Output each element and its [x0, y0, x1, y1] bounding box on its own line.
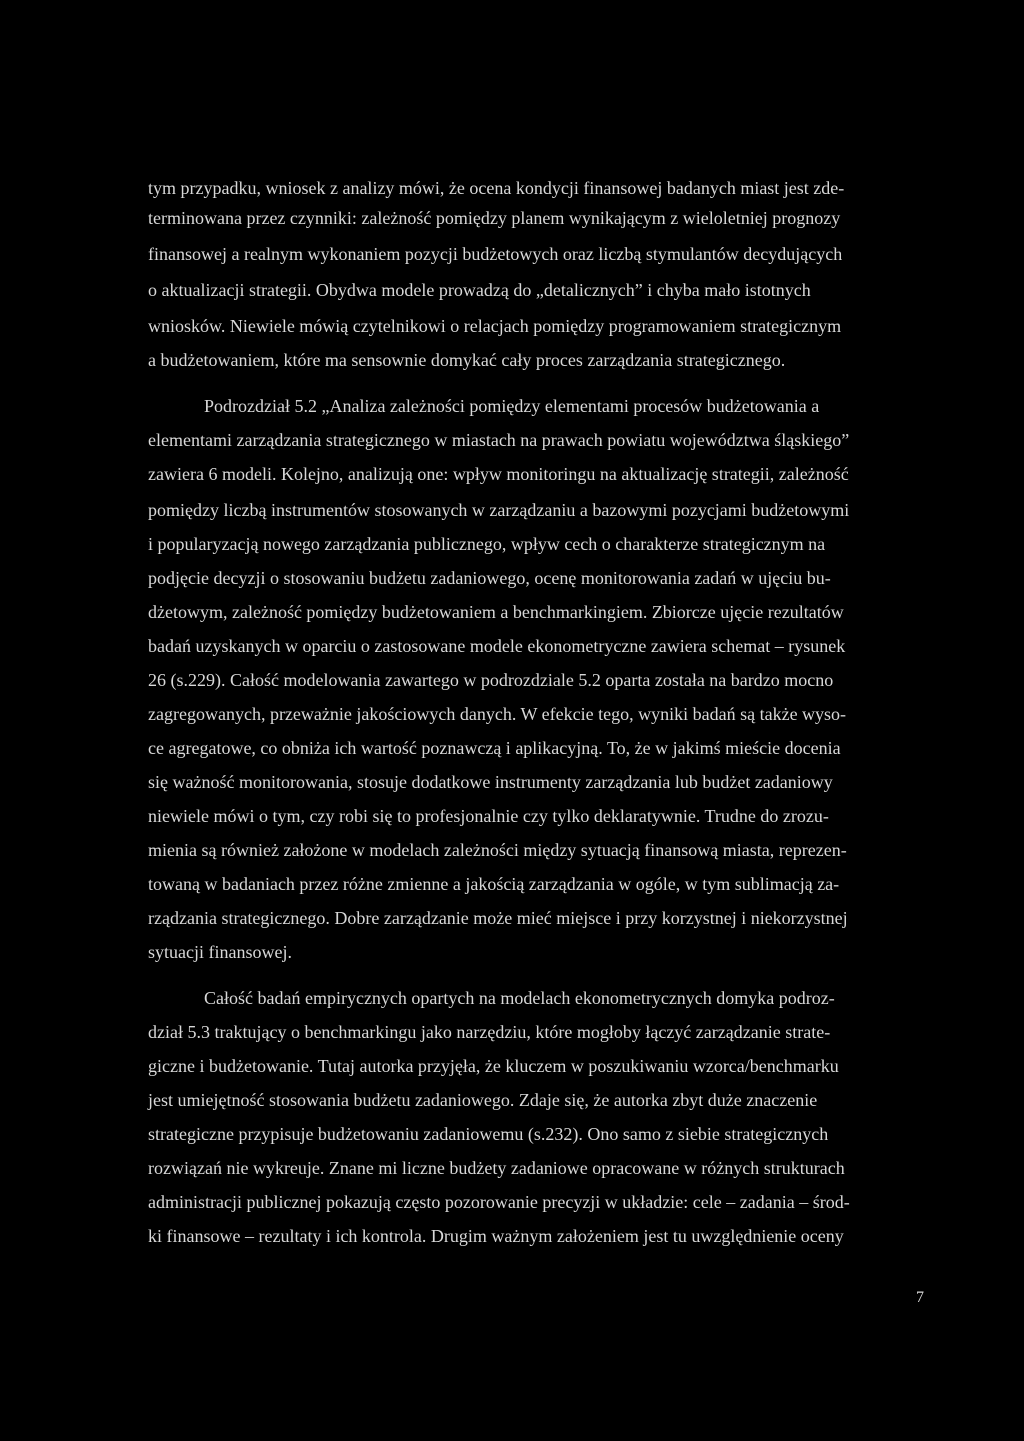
- text-line: giczne i budżetowanie. Tutaj autorka przyjęła, że kluczem w poszukiwaniu wzorca/benchmarku: [148, 1056, 839, 1076]
- text-line: rządzania strategicznego. Dobre zarządzanie może mieć miejsce i przy korzystnej i niekorzystnej: [148, 908, 848, 928]
- text-line: sytuacji finansowej.: [148, 942, 292, 962]
- text-line: dział 5.3 traktujący o benchmarkingu jako narzędziu, które mogłoby łączyć zarządzanie strate-: [148, 1022, 831, 1042]
- text-line: elementami zarządzania strategicznego w miastach na prawach powiatu województwa śląskiego”: [148, 430, 850, 450]
- text-line: ki finansowe – rezultaty i ich kontrola. Drugim ważnym założeniem jest tu uwzględnienie oceny: [148, 1226, 844, 1246]
- text-line: dżetowym, zależność pomiędzy budżetowaniem a benchmarkingiem. Zbiorcze ujęcie rezultatów: [148, 602, 844, 622]
- text-line: tym przypadku, wniosek z analizy mówi, że ocena kondycji finansowej badanych miast jest zde-: [148, 178, 845, 198]
- text-line: Podrozdział 5.2 „Analiza zależności pomiędzy elementami procesów budżetowania a: [204, 396, 820, 416]
- text-line: pomiędzy liczbą instrumentów stosowanych w zarządzaniu a bazowymi pozycjami budżetowymi: [148, 500, 850, 520]
- text-line: o aktualizacji strategii. Obydwa modele prowadzą do „detalicznych” i chyba mało istotnych: [148, 280, 811, 300]
- text-line: ce agregatowe, co obniża ich wartość poznawczą i aplikacyjną. To, że w jakimś mieście docenia: [148, 738, 841, 758]
- text-line: a budżetowaniem, które ma sensownie domykać cały proces zarządzania strategicznego.: [148, 350, 786, 370]
- text-line: mienia są również założone w modelach zależności między sytuacją finansową miasta, reprezen-: [148, 840, 847, 860]
- text-line: terminowana przez czynniki: zależność pomiędzy planem wynikającym z wieloletniej prognozy: [148, 208, 841, 228]
- text-line: towaną w badaniach przez różne zmienne a jakością zarządzania w ogóle, w tym sublimacją za-: [148, 874, 840, 894]
- text-line: niewiele mówi o tym, czy robi się to profesjonalnie czy tylko deklaratywnie. Trudne do zrozu-: [148, 806, 829, 826]
- text-line: rozwiązań nie wykreuje. Znane mi liczne budżety zadaniowe opracowane w różnych strukturach: [148, 1158, 845, 1178]
- text-line: podjęcie decyzji o stosowaniu budżetu zadaniowego, ocenę monitorowania zadań w ujęciu bu-: [148, 568, 831, 588]
- text-line: badań uzyskanych w oparciu o zastosowane modele ekonometryczne zawiera schemat – rysunek: [148, 636, 846, 656]
- text-line: strategiczne przypisuje budżetowaniu zadaniowemu (s.232). Ono samo z siebie strategicznych: [148, 1124, 829, 1144]
- text-line: i popularyzacją nowego zarządzania publicznego, wpływ cech o charakterze strategicznym na: [148, 534, 826, 554]
- text-line: finansowej a realnym wykonaniem pozycji budżetowych oraz liczbą stymulantów decydujących: [148, 244, 843, 264]
- text-line: wniosków. Niewiele mówią czytelnikowi o relacjach pomiędzy programowaniem strategicznym: [148, 316, 842, 336]
- text-line: jest umiejętność stosowania budżetu zadaniowego. Zdaje się, że autorka zbyt duże znaczenie: [148, 1090, 818, 1110]
- text-line: administracji publicznej pokazują często pozorowanie precyzji w układzie: cele – zadania – środ-: [148, 1192, 850, 1212]
- text-line: 26 (s.229). Całość modelowania zawartego w podrozdziale 5.2 oparta została na bardzo mocno: [148, 670, 834, 690]
- page-number: 7: [916, 1289, 924, 1306]
- text-line: zagregowanych, przeważnie jakościowych danych. W efekcie tego, wyniki badań są także wyso-: [148, 704, 847, 724]
- text-line: zawiera 6 modeli. Kolejno, analizują one: wpływ monitoringu na aktualizację strategii, zależność: [148, 464, 849, 484]
- text-line: Całość badań empirycznych opartych na modelach ekonometrycznych domyka podroz-: [204, 988, 835, 1008]
- text-line: się ważność monitorowania, stosuje dodatkowe instrumenty zarządzania lub budżet zadaniowy: [148, 772, 833, 792]
